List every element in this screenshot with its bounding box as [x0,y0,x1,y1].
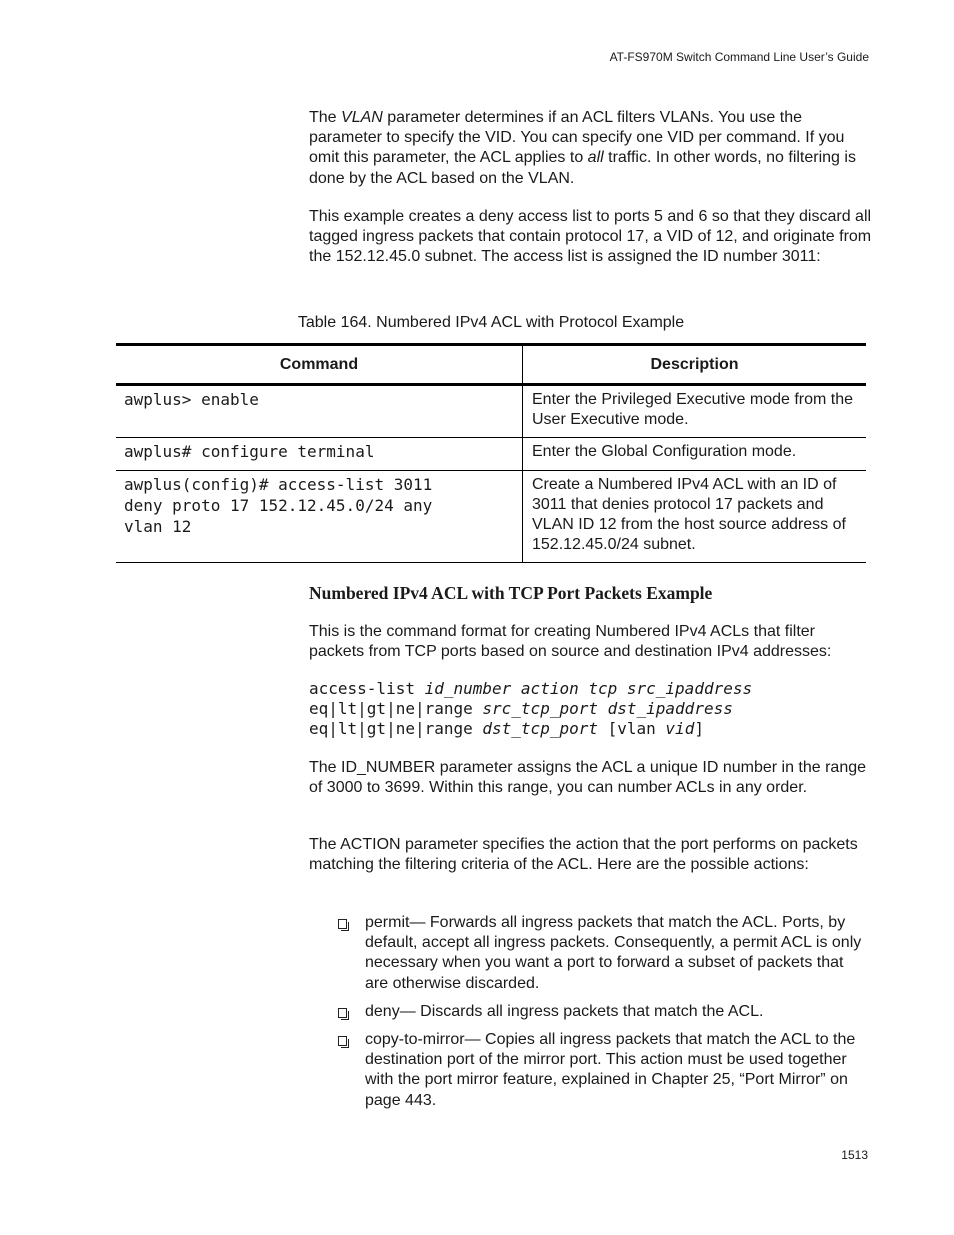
syntax-literal: [vlan [597,719,666,738]
syntax-variable: src_tcp_port dst_ipaddress [482,699,733,718]
table-caption: Table 164. Numbered IPv4 ACL with Protocol Example [297,314,685,331]
text-segment: The [309,109,342,126]
list-item [338,1002,868,1022]
checkbox-bullet-icon [338,1036,347,1046]
description-cell: Enter the Global Configuration mode. [523,438,867,470]
list-item-text: permit— Forwards all ingress packets that match the ACL. Ports, by default, accept all ingress packets. Consequently, a permit ACL is only necessary when you want a port to forward a subset of packets that are otherwise discarded. [365,914,862,992]
text-segment: traffic. In other words, no filtering is done by the ACL based on the VLAN. [309,149,856,187]
table-row [116,385,866,438]
command-cell: awplus> enable [116,385,523,438]
checkbox-bullet-icon [338,919,347,929]
syntax-literal: eq|lt|gt|ne|range [309,699,483,718]
command-format-paragraph: This is the command format for creating Numbered IPv4 ACLs that filter packets from TCP ports based on source and destination IPv4 addresses: [309,623,832,661]
description-cell: Enter the Privileged Executive mode from the User Executive mode. [523,385,867,438]
syntax-literal: access-list [309,679,425,698]
text-segment: parameter determines if an ACL filters VLANs. You use the parameter to specify the VID. You can specify one VID per command. If you omit this parameter, the ACL applies to [309,109,845,167]
page-number: 1513 [841,1148,868,1162]
syntax-variable: id_number action tcp src_ipaddress [424,679,753,698]
command-cell: awplus# configure terminal [116,438,523,470]
action-list [338,913,868,1119]
column-header-command: Command [116,345,523,385]
command-cell: awplus(config)# access-list 3011 deny proto 17 152.12.45.0/24 any vlan 12 [116,470,523,563]
list-item-text: copy-to-mirror— Copies all ingress packets that match the ACL to the destination port of the mirror port. This action must be used together with the port mirror feature, explained in Chapter 25, “Port Mirror” on page 443. [365,1031,856,1109]
emphasis-all: all [587,149,604,167]
column-header-description: Description [523,345,867,385]
section-heading: Numbered IPv4 ACL with TCP Port Packets Example [309,583,713,603]
list-item [338,1030,868,1111]
table-row [116,470,866,563]
list-item-text: deny— Discards all ingress packets that match the ACL. [365,1002,764,1020]
example-intro-paragraph: This example creates a deny access list to ports 5 and 6 so that they discard all tagged ingress packets that contain protocol 17, a VID of 12, and originate from the 152.12.45.0 subnet. The access list is assigned the ID number 3011: [309,208,872,266]
syntax-variable: vid [665,719,695,738]
syntax-literal: eq|lt|gt|ne|range [309,719,483,738]
id-number-paragraph: The ID_NUMBER parameter assigns the ACL a unique ID number in the range of 3000 to 3699. Within this range, you can number ACLs in any order. [309,759,867,797]
action-paragraph: The ACTION parameter specifies the action that the port performs on packets matching the filtering criteria of the ACL. Here are the possible actions: [309,836,858,874]
syntax-variable: dst_tcp_port [482,719,598,738]
emphasis-vlan: VLAN [341,109,383,126]
command-table [116,343,866,563]
list-item [338,913,868,994]
description-cell: Create a Numbered IPv4 ACL with an ID of 3011 that denies protocol 17 packets and VLAN ID 12 from the host source address of 152.12.45.0/24 subnet. [523,470,867,563]
syntax-literal: ] [694,719,704,738]
checkbox-bullet-icon [338,1008,347,1018]
running-header: AT-FS970M Switch Command Line User’s Guide [609,50,869,64]
vlan-parameter-paragraph [309,108,874,189]
command-syntax-block [309,679,752,739]
table-row [116,438,866,470]
table-header-row [116,345,866,385]
